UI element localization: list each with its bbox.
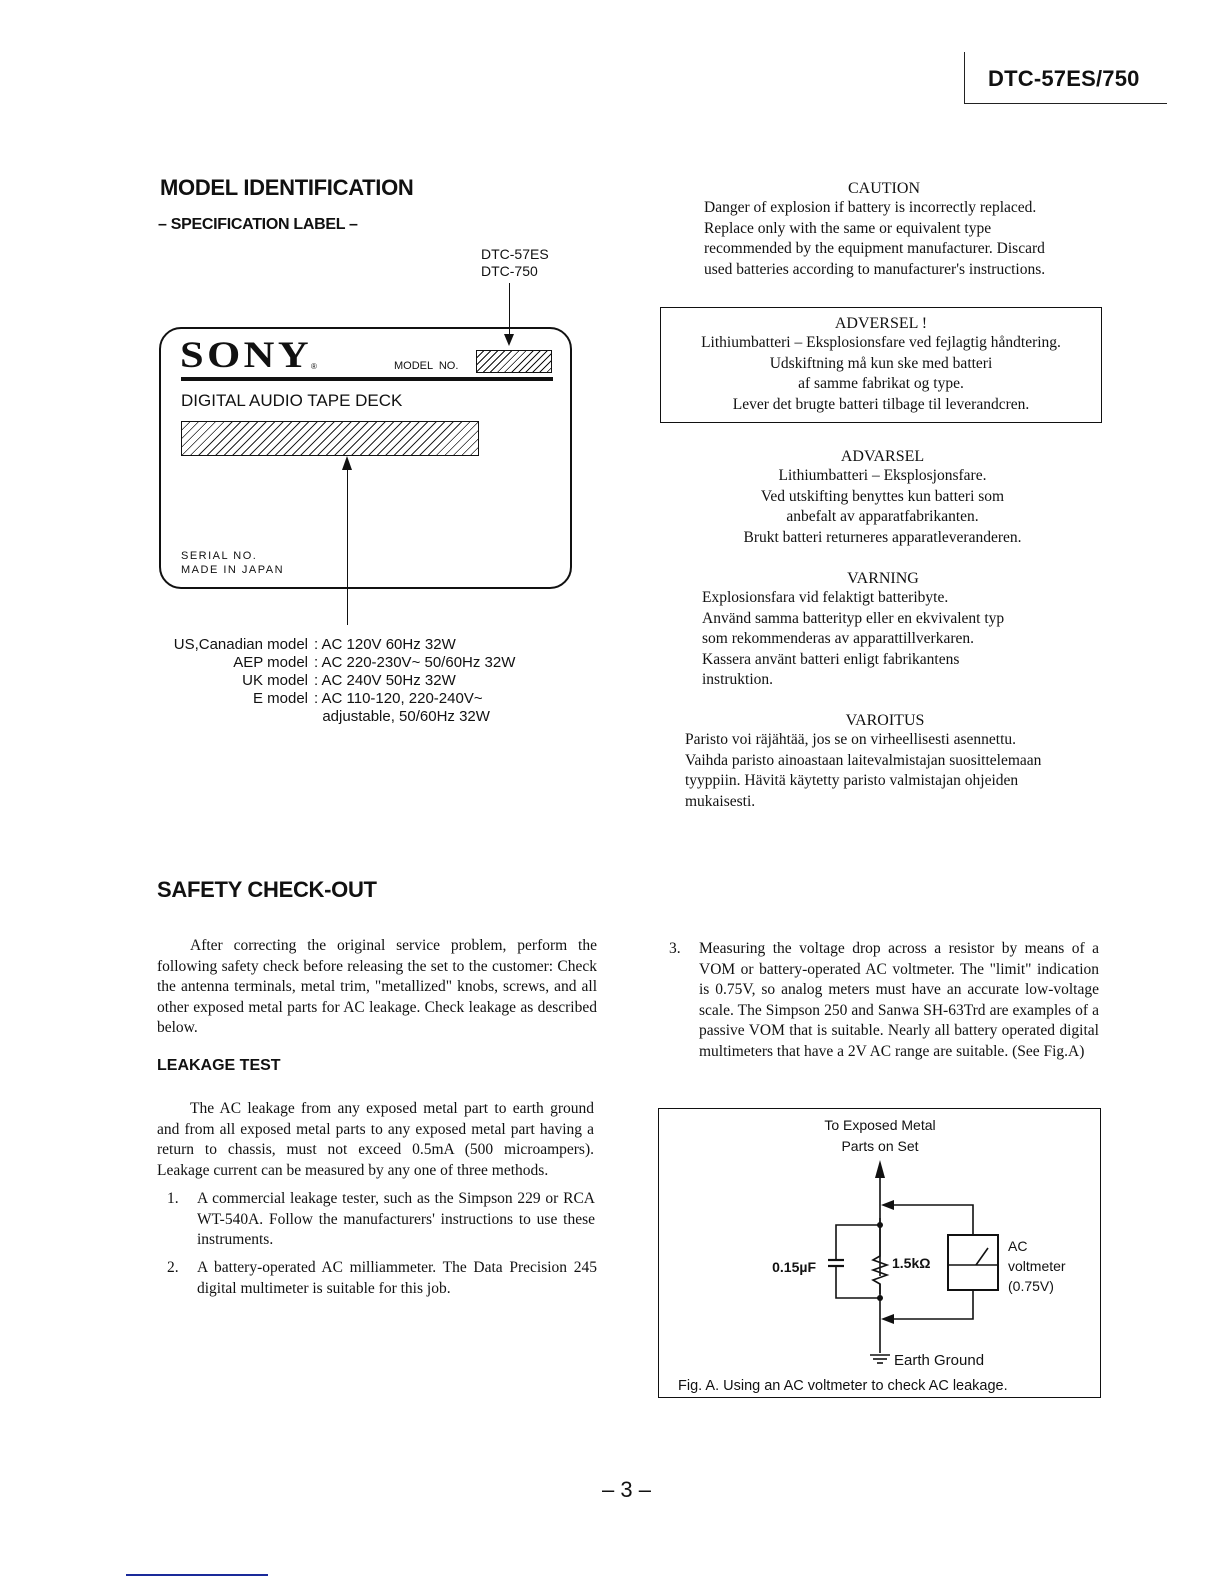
list-number: 1. — [167, 1190, 179, 1207]
power-spec: adjustable, 50/60Hz 32W — [314, 708, 490, 725]
varning-line: Använd samma batterityp eller en ekvivalent typ — [702, 609, 1005, 627]
caution-line: Danger of explosion if battery is incorrectly replaced. — [704, 199, 1037, 216]
varning-line: Explosionsfara vid felaktigt batteribyte. — [702, 589, 949, 606]
model-name: DTC-57ES — [481, 246, 549, 262]
adversel-line: Lever det brugte batteri tilbage til leverandcren. — [732, 395, 1030, 413]
meter-lead-bottom — [890, 1290, 973, 1319]
meter-lead-top — [890, 1205, 973, 1235]
meter-label-line: (0.75V) — [1008, 1278, 1054, 1294]
varning-block — [702, 570, 1064, 691]
list-text: A commercial leakage tester, such as the Simpson 229 or RCA WT-540A. Follow the manufacturers' instructions to use these instruments. — [197, 1190, 595, 1248]
figure-caption: Fig. A. Using an AC voltmeter to check AC leakage. — [678, 1378, 1008, 1394]
adversel-line: af samme fabrikat og type. — [798, 375, 964, 392]
model-identification-title: MODEL IDENTIFICATION — [160, 175, 414, 200]
varning-line: instruktion. — [702, 671, 774, 688]
advarsel-line: Lithiumbatteri – Eksplosjonsfare. — [778, 467, 987, 484]
voltmeter-symbol — [948, 1235, 998, 1290]
varoitus-line: Paristo voi räjähtää, jos se on virheellisesti asennettu. — [685, 731, 1017, 748]
serial-arrow-line — [347, 468, 348, 625]
registered-mark: ® — [311, 362, 317, 371]
list-text: A battery-operated AC milliammeter. The Data Precision 245 digital multimeter is suitable for this job. — [197, 1259, 597, 1297]
ground-label: Earth Ground — [894, 1352, 985, 1369]
made-in-text: MADE IN JAPAN — [181, 564, 285, 576]
power-spec-row — [150, 654, 515, 672]
caution-title: CAUTION — [848, 180, 920, 197]
header-rule-horizontal — [964, 103, 1167, 104]
model-header-title: DTC-57ES/750 — [988, 66, 1140, 91]
top-label-line: To Exposed Metal — [824, 1117, 936, 1133]
list-number: 2. — [167, 1259, 179, 1276]
safety-checkout-title: SAFETY CHECK-OUT — [157, 877, 377, 902]
model-no-label: MODEL NO. — [394, 360, 459, 372]
leakage-test-title: LEAKAGE TEST — [157, 1057, 281, 1074]
power-spec: : AC 120V 60Hz 32W — [314, 636, 456, 653]
power-spec-row — [150, 636, 515, 654]
advarsel-line: anbefalt av apparatfabrikanten. — [786, 508, 979, 525]
advarsel-line: Ved utskifting benyttes kun batteri som — [760, 487, 1005, 505]
leakage-intro-paragraph: The AC leakage from any exposed metal part to earth ground and from all exposed metal parts to any exposed metal part having a return to chassis, must not exceed 0.5mA (500 microampers). Leakage current can be measured by any one of three methods. — [157, 1100, 594, 1179]
meter-label-line: voltmeter — [1008, 1258, 1066, 1274]
arrow-left-icon — [881, 1314, 894, 1324]
varoitus-title: VAROITUS — [845, 712, 925, 729]
caution-line: used batteries according to manufacturer's instructions. — [704, 260, 1046, 278]
safety-intro-paragraph: After correcting the original service problem, perform the following safety check before releasing the set to the customer: Check the antenna terminals, metal trim, "metallized" knobs, screws, and all other exposed metal parts for AC leakage. Check leakage as described below. — [157, 937, 597, 1036]
power-spec-table — [150, 636, 515, 726]
advarsel-block — [700, 448, 1065, 548]
model-region — [150, 708, 314, 726]
capacitor-wire-top — [836, 1225, 880, 1260]
power-spec-row — [150, 672, 515, 690]
adversel-line: Lithiumbatteri – Eksplosionsfare ved fejlagtig håndtering. — [701, 334, 1061, 351]
power-spec: : AC 110-120, 220-240V~ — [314, 690, 483, 707]
adversel-line: Udskiftning må kun ske med batteri — [769, 354, 993, 372]
varning-line: som rekommenderas av apparattillverkaren. — [702, 630, 974, 647]
sony-logo: SONY — [180, 335, 313, 376]
meter-label-line: AC — [1008, 1238, 1028, 1254]
serial-label — [181, 549, 284, 577]
advarsel-line: Brukt batteri returneres apparatleveranderen. — [743, 528, 1022, 546]
caution-block — [704, 180, 1064, 280]
page-number: – 3 – — [602, 1477, 651, 1502]
meter-needle — [976, 1248, 988, 1265]
footer-rule — [126, 1574, 268, 1576]
power-spec-row — [150, 690, 515, 708]
serial-hatched-field — [181, 421, 479, 456]
adversel-title: ADVERSEL ! — [834, 315, 928, 332]
junction-dot — [877, 1295, 883, 1301]
model-region: E model — [252, 690, 308, 707]
leakage-circuit-diagram — [658, 1108, 1101, 1398]
varning-title: VARNING — [847, 570, 919, 587]
advarsel-title: ADVARSEL — [840, 448, 925, 465]
header-rule-vertical — [964, 52, 965, 104]
junction-dot — [877, 1222, 883, 1228]
power-spec-row — [150, 708, 515, 726]
varoitus-line: tyyppiin. Hävitä käytetty paristo valmistajan ohjeiden — [685, 772, 1019, 789]
capacitor-label: 0.15µF — [772, 1259, 816, 1275]
model-region: US,Canadian model — [173, 636, 308, 653]
model-no-hatched-field — [476, 350, 552, 373]
label-rule — [181, 377, 553, 381]
varoitus-line: mukaisesti. — [685, 792, 756, 810]
specification-label-subtitle: – SPECIFICATION LABEL – — [158, 216, 358, 233]
varoitus-block — [685, 712, 1085, 812]
arrow-up-icon — [875, 1160, 885, 1178]
model-region: UK model — [242, 672, 308, 689]
power-spec: : AC 240V 50Hz 32W — [314, 672, 456, 689]
product-description: DIGITAL AUDIO TAPE DECK — [181, 391, 403, 410]
model-name: DTC-750 — [481, 263, 538, 279]
varning-line: Kassera använt batteri enligt fabrikantens — [702, 650, 960, 668]
caution-line: recommended by the equipment manufacturer. Discard — [704, 240, 1045, 257]
arrow-left-icon — [881, 1200, 894, 1210]
serial-no-text: SERIAL NO. — [181, 550, 258, 562]
top-label-line: Parts on Set — [841, 1138, 919, 1154]
resistor-label: 1.5kΩ — [892, 1255, 931, 1271]
varoitus-line: Vaihda paristo ainoastaan laitevalmistajan suosittelemaan — [685, 751, 1042, 769]
adversel-block — [660, 315, 1102, 415]
model-region: AEP model — [233, 654, 308, 671]
list-text: Measuring the voltage drop across a resistor by means of a VOM or battery-operated AC voltmeter. The "limit" indication is 0.75V, so analog meters must have an accurate low-voltage scale. The Simpson 250 and Sanwa SH-63Trd are examples of a passive VOM that is suitable. Nearly all battery operated digital multimeters that have a 2V AC range are suitable. (See Fig.A) — [699, 940, 1099, 1060]
list-number: 3. — [669, 940, 681, 957]
power-spec: : AC 220-230V~ 50/60Hz 32W — [314, 654, 516, 671]
caution-line: Replace only with the same or equivalent type — [704, 219, 992, 237]
